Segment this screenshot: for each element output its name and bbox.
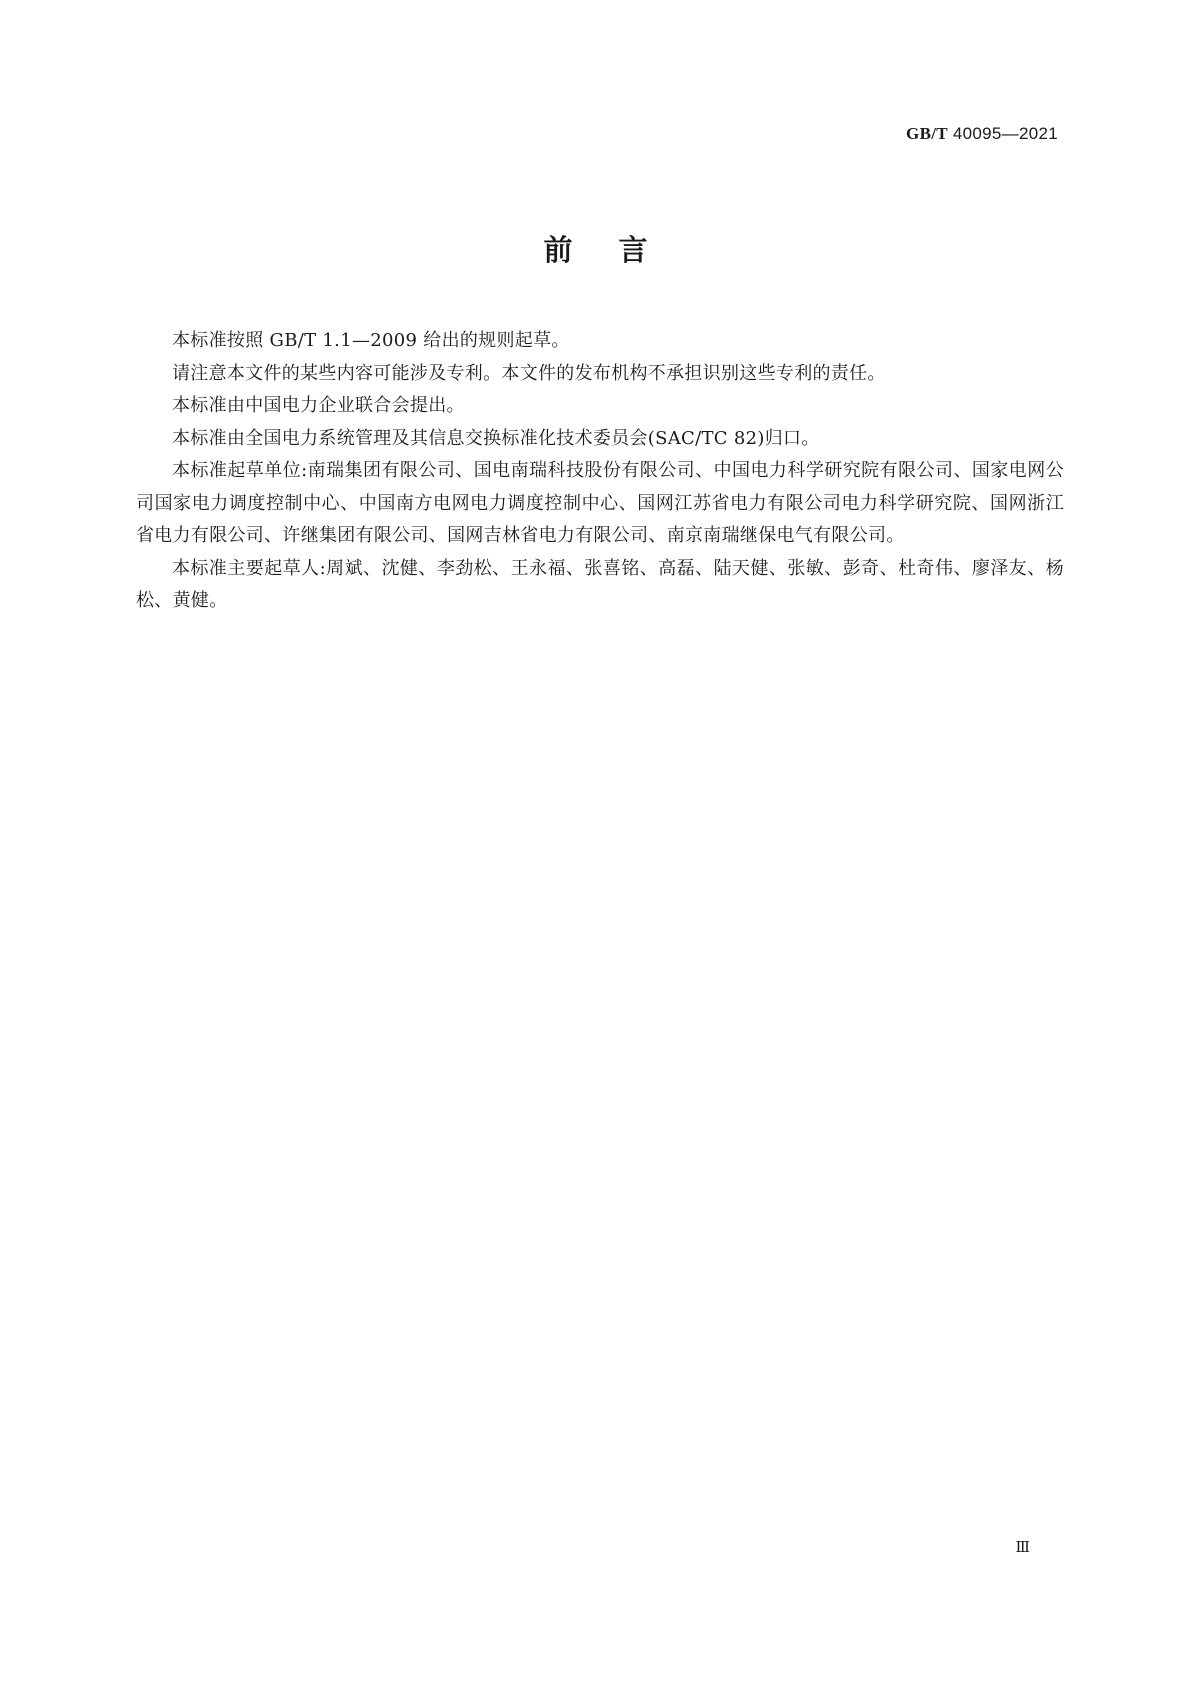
paragraph-patent-notice: 请注意本文件的某些内容可能涉及专利。本文件的发布机构不承担识别这些专利的责任。: [172, 362, 886, 384]
foreword-body: [136, 325, 1064, 618]
page-title: 前言: [543, 233, 694, 267]
standard-number: 40095—2021: [952, 124, 1058, 143]
paragraph-proposer: 本标准由中国电力企业联合会提出。: [172, 395, 465, 416]
paragraph-drafting-rules: 本标准按照 GB/T 1.1—2009 给出的规则起草。: [172, 330, 570, 351]
standard-prefix: GB/T: [906, 124, 948, 143]
paragraph-drafters: 本标准主要起草人:周斌、沈健、李劲松、王永福、张喜铭、高磊、陆天健、张敏、彭奇、杜奇伟、廖泽友、杨松、黄健。: [136, 557, 1064, 611]
standard-code: [906, 124, 1058, 144]
paragraph-drafting-units: 本标准起草单位:南瑞集团有限公司、国电南瑞科技股份有限公司、中国电力科学研究院有限公司、国家电网公司国家电力调度控制中心、中国南方电网电力调度控制中心、国网江苏省电力有限公司电力科学研究院、国网浙江省电力有限公司、许继集团有限公司、国网吉林省电力有限公司、南京南瑞继保电气有限公司。: [136, 460, 1064, 546]
paragraph-committee: 本标准由全国电力系统管理及其信息交换标准化技术委员会(SAC/TC 82)归口。: [172, 427, 820, 449]
page-number: Ⅲ: [1015, 1538, 1030, 1556]
